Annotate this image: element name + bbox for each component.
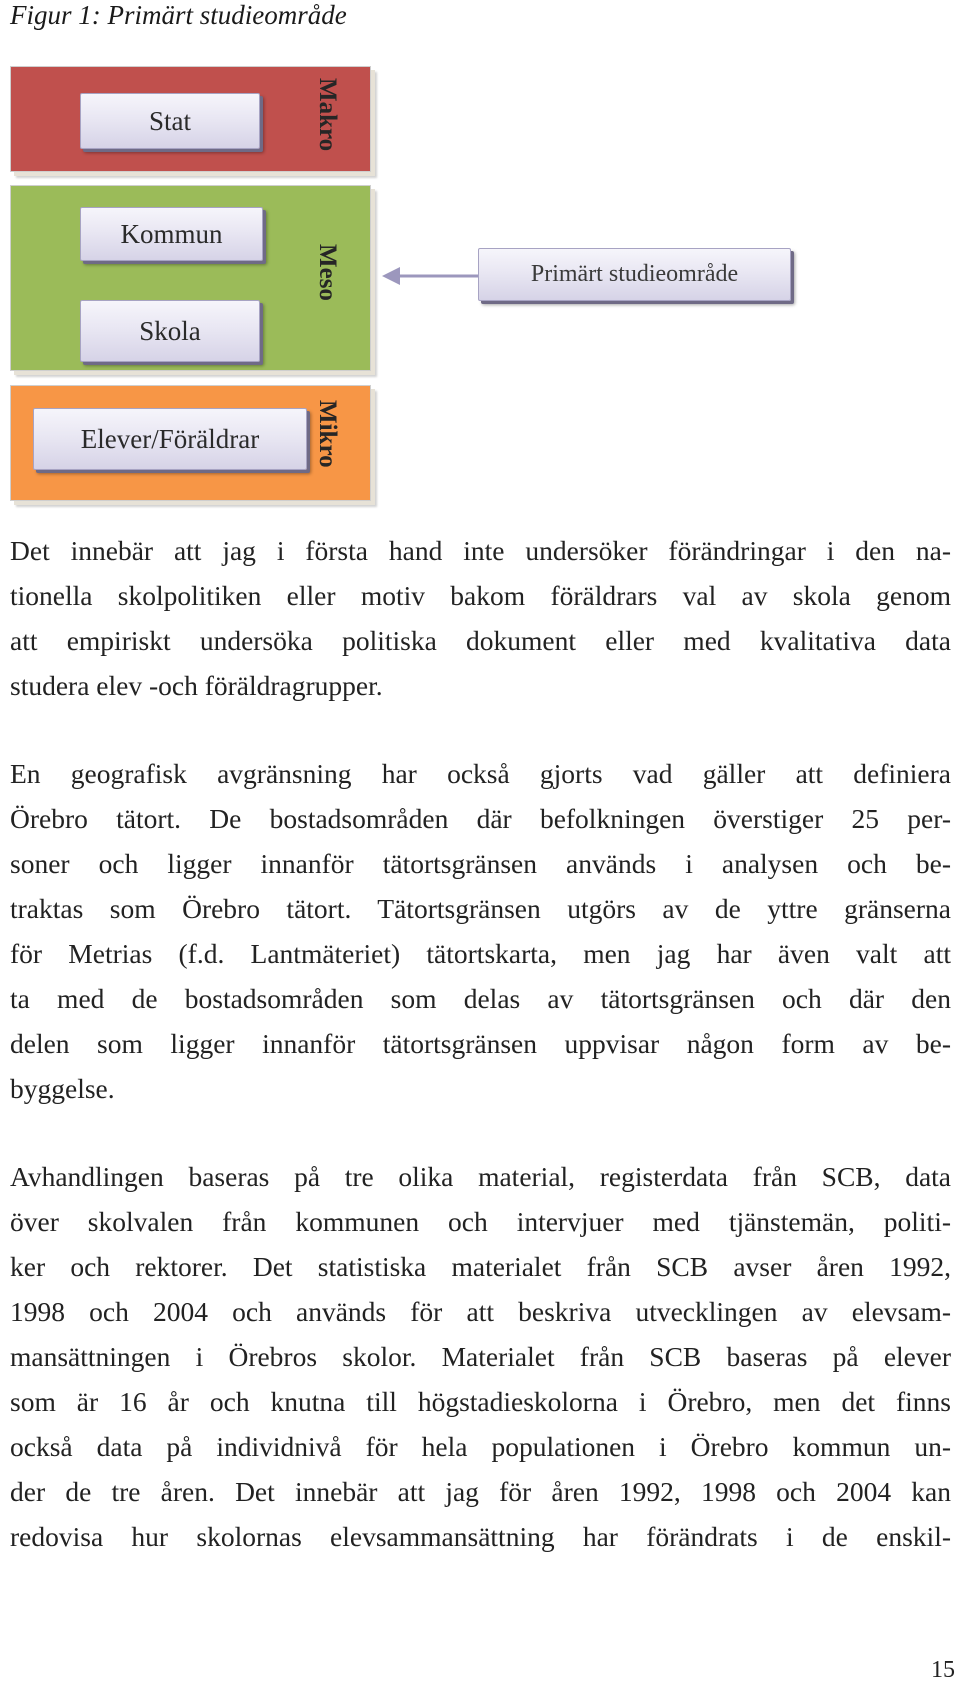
stat-box: Stat — [80, 93, 260, 149]
meso-label: Meso — [314, 244, 341, 301]
text-line: tionella skolpolitiken eller motiv bakom föräldrars val av skola genom — [10, 580, 951, 611]
text-line: för Metrias (f.d. Lantmäteriet) tätortskarta, men jag har även valt att — [10, 938, 951, 969]
elever-foraldrar-box: Elever/Föräldrar — [33, 408, 307, 470]
kommun-box: Kommun — [80, 207, 263, 261]
text-line: över skolvalen från kommunen och intervjuer med tjänstemän, politi- — [10, 1206, 951, 1237]
arrow-left-icon — [382, 264, 482, 288]
text-line: traktas som Örebro tätort. Tätortsgränsen utgörs av de yttre gränserna — [10, 893, 951, 924]
text-line: som är 16 år och knutna till högstadieskolorna i Örebro, men det finns — [10, 1386, 951, 1417]
text-line: soner och ligger innanför tätortsgränsen används i analysen och be- — [10, 848, 951, 879]
mikro-label: Mikro — [314, 400, 341, 468]
text-line: der de tre åren. Det innebär att jag för åren 1992, 1998 och 2004 kan — [10, 1476, 951, 1507]
text-line: mansättningen i Örebros skolor. Materialet från SCB baseras på elever — [10, 1341, 951, 1372]
text-line: 1998 och 2004 och används för att beskriva utvecklingen av elevsam- — [10, 1296, 951, 1327]
paragraph-3 — [10, 1154, 951, 1559]
paragraph-1 — [10, 528, 951, 708]
makro-label: Makro — [314, 78, 341, 152]
skola-box: Skola — [80, 300, 260, 362]
primary-study-area-box: Primärt studieområde — [478, 248, 791, 301]
text-line: Det innebär att jag i första hand inte undersöker förändringar i den na- — [10, 535, 951, 566]
text-line: redovisa hur skolornas elevsammansättning har förändrats i de enskil- — [10, 1521, 951, 1552]
text-line: En geografisk avgränsning har också gjorts vad gäller att definiera — [10, 758, 951, 789]
page-number: 15 — [931, 1657, 955, 1683]
paragraph-2 — [10, 751, 951, 1111]
text-line: Örebro tätort. De bostadsområden där befolkningen överstiger 25 per- — [10, 803, 951, 834]
text-line: Avhandlingen baseras på tre olika material, registerdata från SCB, data — [10, 1161, 951, 1192]
study-area-figure — [0, 0, 960, 510]
text-line: också data på individnivå för hela populationen i Örebro kommun un- — [10, 1431, 951, 1462]
text-line: studera elev -och föräldragrupper. — [10, 670, 383, 701]
text-line: ker och rektorer. Det statistiska materialet från SCB avser åren 1992, — [10, 1251, 951, 1282]
text-line: delen som ligger innanför tätortsgränsen uppvisar någon form av be- — [10, 1028, 951, 1059]
text-line: ta med de bostadsområden som delas av tätortsgränsen och där den — [10, 983, 951, 1014]
text-line: att empiriskt undersöka politiska dokument eller med kvalitativa data — [10, 625, 951, 656]
text-line: byggelse. — [10, 1073, 115, 1104]
figure-caption: Figur 1: Primärt studieområde — [10, 0, 347, 30]
